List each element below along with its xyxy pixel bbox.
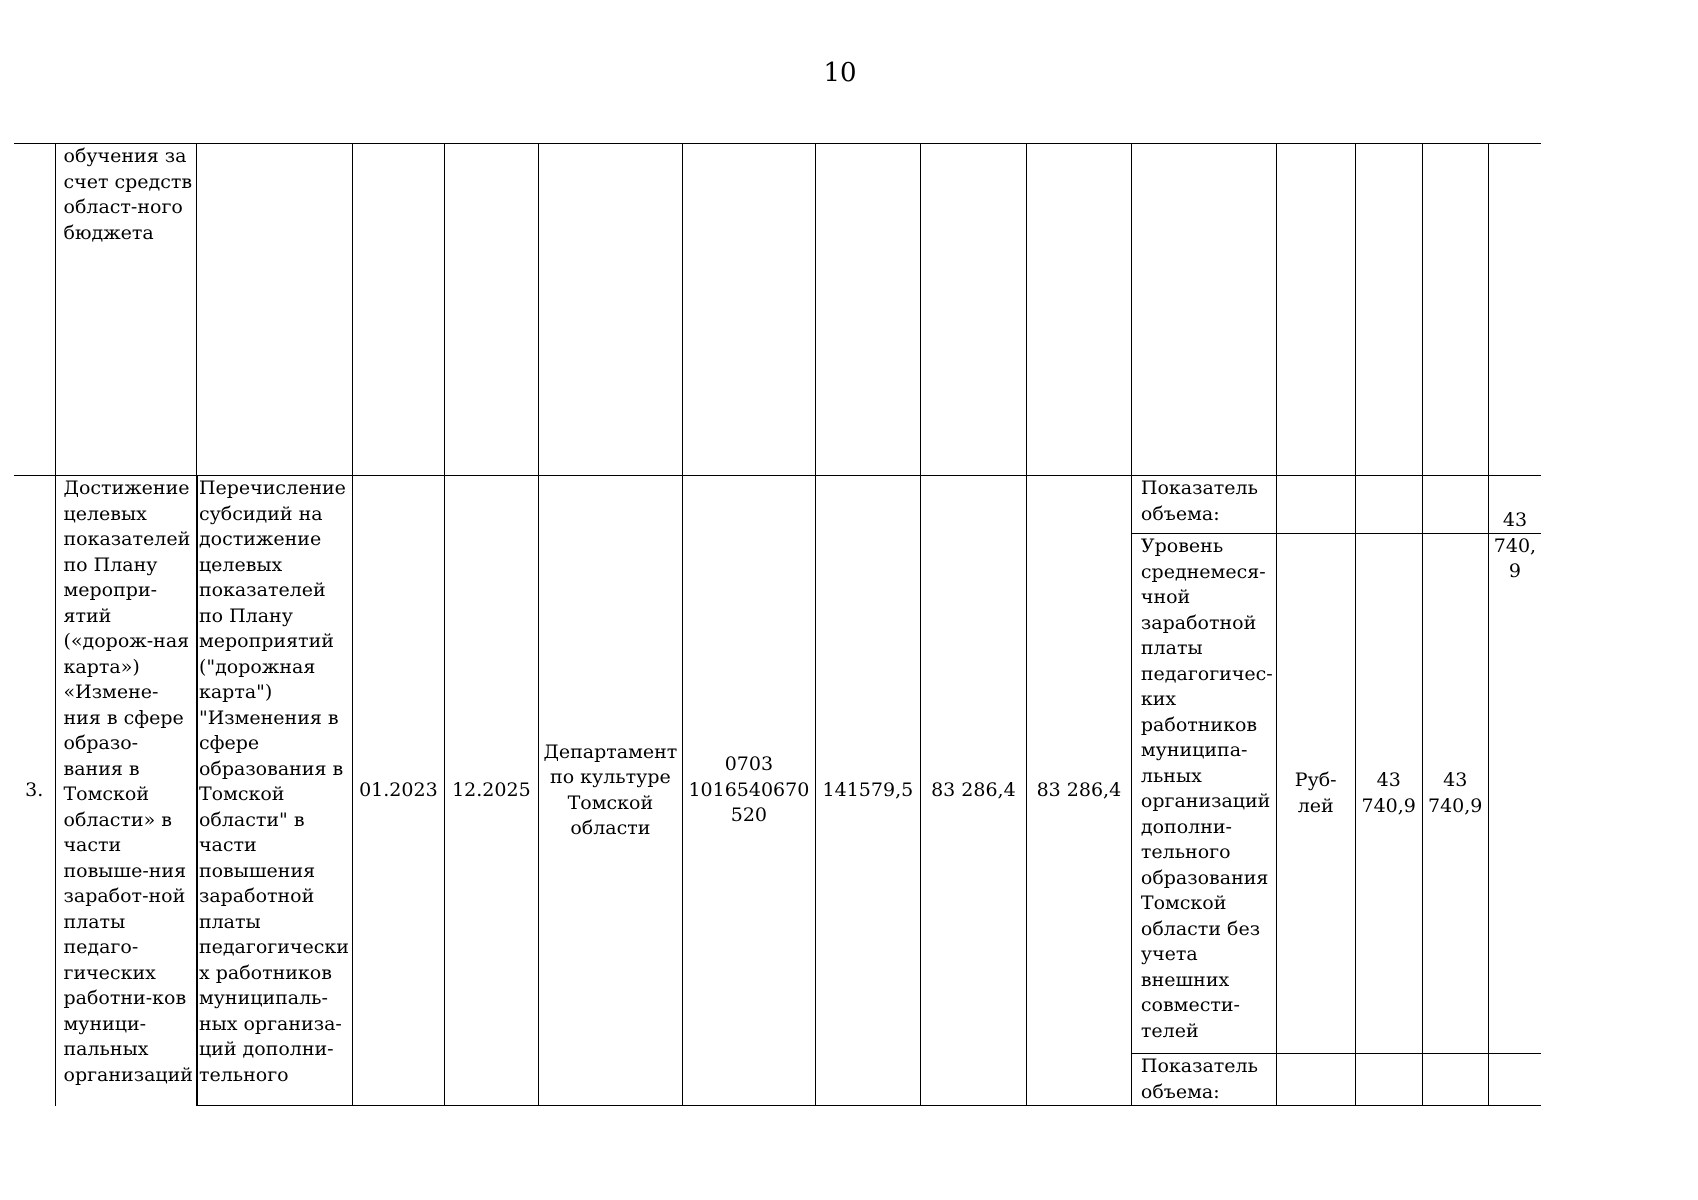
page-number: 10 <box>823 58 857 88</box>
cell-empty <box>1276 476 1355 534</box>
value-3-text: 43 740, 9 <box>1493 509 1537 582</box>
cell-indicator-name: Уровень среднемеся-чной заработной платы педагогичес-ких работников муниципа-льных организаций дополни-тельного образования Томской области без учета внешних совмести-телей <box>1131 534 1276 1054</box>
cell-empty <box>1026 144 1131 476</box>
cell-empty <box>1422 144 1488 476</box>
cell-empty <box>1355 476 1422 534</box>
cell-empty <box>1355 144 1422 476</box>
cell-number-empty <box>14 144 55 476</box>
cell-indicator-header: Показатель объема: <box>1131 1054 1276 1106</box>
cell-empty <box>1131 144 1276 476</box>
cell-indicator-header: Показатель объема: <box>1131 476 1276 534</box>
cell-start-date: 01.2023 <box>352 476 444 1106</box>
table-row <box>14 144 1541 476</box>
cell-kbk-code: 0703 1016540670 520 <box>682 476 815 1106</box>
cell-value-3 <box>1488 509 1541 1054</box>
cell-event-name: обучения за счет средств област-ного бюджета <box>55 144 197 476</box>
cell-event-content: Перечисление субсидий на достижение целевых показателей по Плану мероприятий ("дорожная карта") "Изменения в сфере образования в Томской области" в части повышения заработной платы педагогически х работников муниципаль-ных организа-ций дополни-тельного <box>197 476 352 1106</box>
cell-empty <box>538 144 682 476</box>
cell-end-date: 12.2025 <box>444 476 538 1106</box>
cell-sum-year1: 83 286,4 <box>920 476 1026 1106</box>
cell-empty <box>1422 476 1488 534</box>
cell-empty <box>1422 1054 1488 1106</box>
cell-empty <box>682 144 815 476</box>
cell-empty <box>815 144 920 476</box>
cell-empty <box>920 144 1026 476</box>
cell-responsible: Департамент по культуре Томской области <box>538 476 682 1106</box>
cell-empty <box>1488 1054 1541 1106</box>
cell-row-number: 3. <box>14 476 55 1106</box>
cell-empty <box>1488 144 1541 476</box>
cell-value-2: 43 740,9 <box>1422 534 1488 1054</box>
cell-empty <box>197 144 352 476</box>
cell-value-1: 43 740,9 <box>1355 534 1422 1054</box>
cell-empty <box>352 144 444 476</box>
cell-empty <box>1276 144 1355 476</box>
cell-empty <box>444 144 538 476</box>
plan-table <box>14 143 1541 1106</box>
cell-unit: Руб-лей <box>1276 534 1355 1054</box>
cell-event-name: Достижение целевых показателей по Плану меропри-ятий («дорож-ная карта») «Измене-ния в сфере образо-вания в Томской области» в части повыше-ния заработ-ной платы педаго-гических работни-ков муници-пальных организаций <box>55 476 197 1106</box>
cell-sum-year2: 83 286,4 <box>1026 476 1131 1106</box>
cell-empty <box>1276 1054 1355 1106</box>
cell-empty <box>1355 1054 1422 1106</box>
table-row <box>14 476 1541 534</box>
cell-sum-total: 141579,5 <box>815 476 920 1106</box>
